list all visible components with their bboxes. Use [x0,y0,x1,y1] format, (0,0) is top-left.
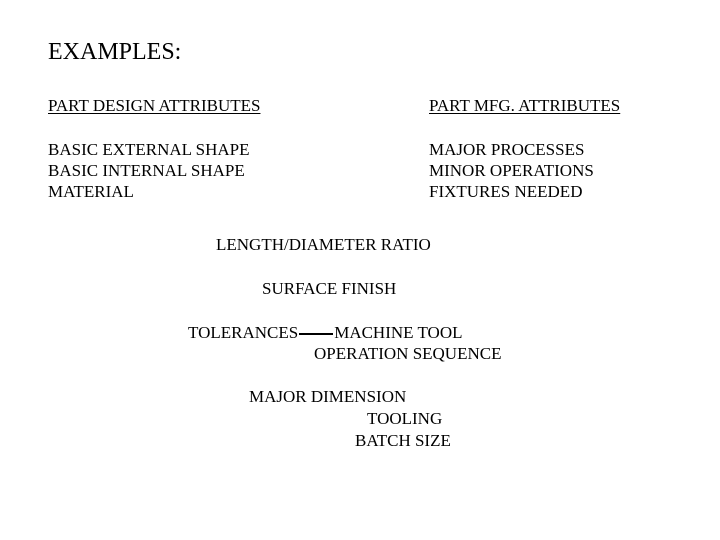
connector-dash [299,333,333,335]
surface-finish: SURFACE FINISH [262,279,397,298]
mfg-item-major-processes: MAJOR PROCESSES [429,140,585,159]
operation-sequence: OPERATION SEQUENCE [314,344,502,363]
tolerances-machine-tool-row [188,322,463,343]
tolerances: TOLERANCES [188,323,299,342]
design-item-external-shape: BASIC EXTERNAL SHAPE [48,140,250,159]
machine-tool: MACHINE TOOL [334,323,463,342]
tooling: TOOLING [367,409,443,428]
length-diameter-ratio: LENGTH/DIAMETER RATIO [216,235,431,254]
page-title: EXAMPLES: [48,39,182,65]
mfg-item-fixtures-needed: FIXTURES NEEDED [429,182,583,201]
mfg-attributes-heading: PART MFG. ATTRIBUTES [429,96,621,115]
mfg-item-minor-operations: MINOR OPERATIONS [429,161,594,180]
design-item-internal-shape: BASIC INTERNAL SHAPE [48,161,245,180]
design-item-material: MATERIAL [48,182,134,201]
major-dimension: MAJOR DIMENSION [249,387,407,406]
design-attributes-heading: PART DESIGN ATTRIBUTES [48,96,261,115]
batch-size: BATCH SIZE [355,431,451,450]
